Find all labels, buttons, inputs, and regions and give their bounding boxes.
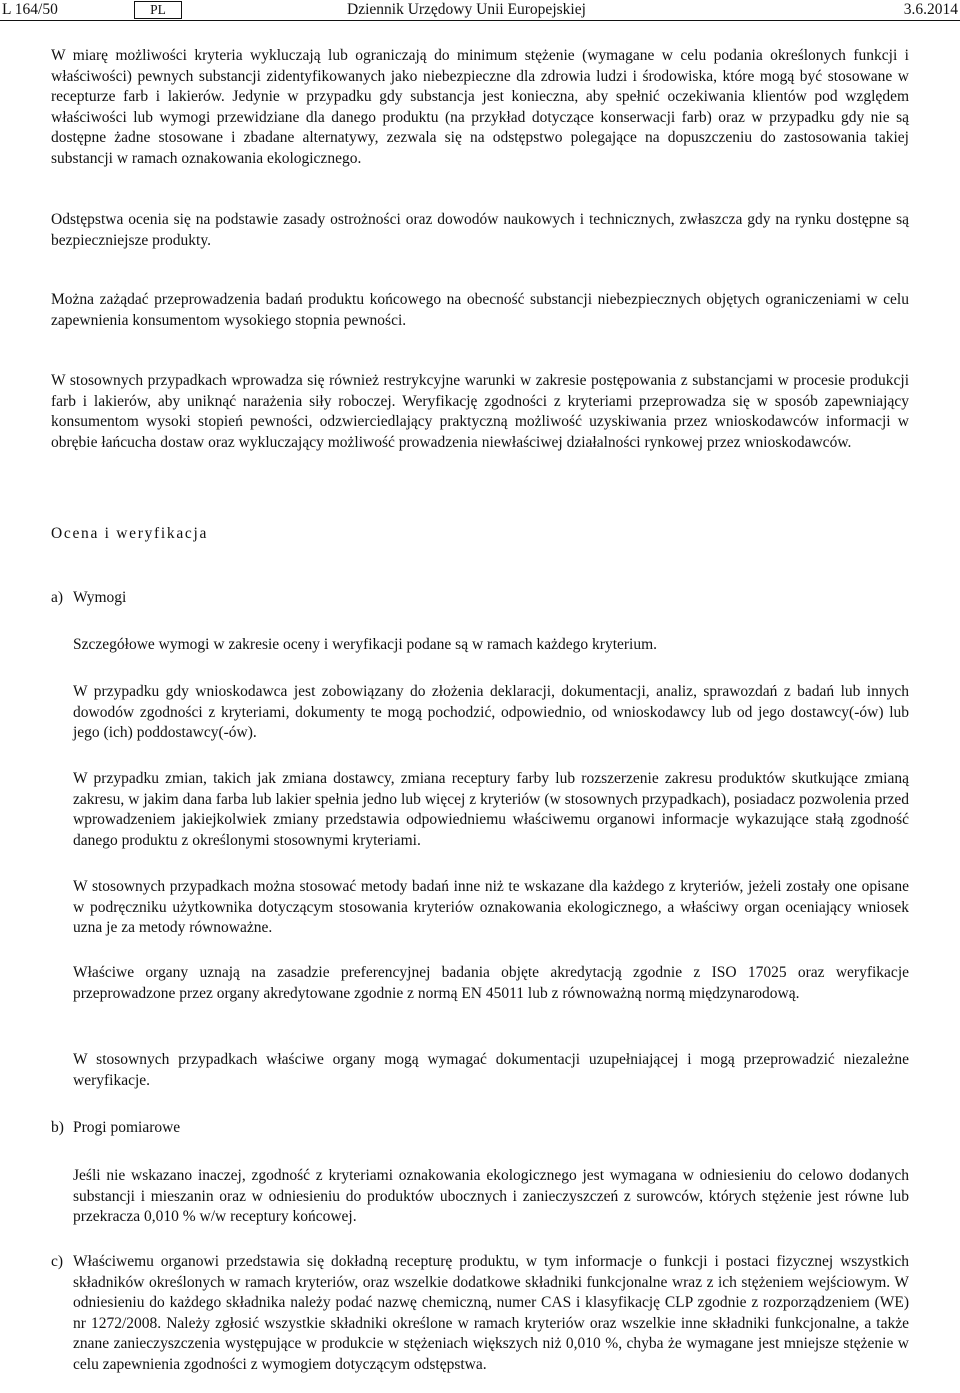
item-a-label: a) bbox=[51, 589, 64, 606]
item-a-paragraph-2: W przypadku gdy wnioskodawca jest zobowiązany do złożenia deklaracji, dokumentacji, analiz, sprawozdań z badań lub innych dowodów zgodności z kryteriami, dokumenty te mogą pochodzić, odpowiednio, od wnioskodawcy lub od jego dostawcy(-ów) lub jego (ich) poddostawcy(-ów). bbox=[73, 683, 909, 741]
item-b-label: b) bbox=[51, 1119, 64, 1136]
item-a-title: Wymogi bbox=[73, 589, 127, 606]
item-a-paragraph-4: W stosownych przypadkach można stosować metody badań inne niż te wskazane dla każdego z kryteriów, jeżeli zostały one opisane w podręczniku użytkownika dotyczącym stosowania kryteriów oznakowania ekologicznego, a właściwy organ oceniający wniosek uzna je za metody równoważne. bbox=[73, 878, 909, 936]
item-a-paragraph-1: Szczegółowe wymogi w zakresie oceny i weryfikacji podane są w ramach każdego kryterium. bbox=[73, 636, 658, 653]
section-heading: Ocena i weryfikacja bbox=[51, 525, 209, 542]
page-header bbox=[0, 0, 960, 24]
item-c-label: c) bbox=[51, 1253, 64, 1270]
item-a-paragraph-6: W stosownych przypadkach właściwe organy mogą wymagać dokumentacji uzupełniającej i mogą przeprowadzić niezależne weryfikacje. bbox=[73, 1051, 909, 1089]
paragraph-workforce: W stosownych przypadkach wprowadza się również restrykcyjne warunki w zakresie postępowania z substancjami w procesie produkcji farb i lakierów, aby uniknąć narażenia siły roboczej. Weryfikację zgodności z kryteriami przeprowadza się w sposób zapewniający konsumentom wysoki stopień pewności, odzwierciedlający praktyczną możliwość uzyskiwania przez wnioskodawców informacji w obrębie łańcucha dostaw oraz wykluczający możliwość prowadzenia niewłaściwej działalności rynkowej przez wnioskodawców. bbox=[51, 372, 909, 451]
item-c-paragraph-1: Właściwemu organowi przedstawia się dokładną recepturę produktu, w tym informacje o funkcji i postaci fizycznej wszystkich składników określonych w ramach kryteriów, oraz wszelkie dodatkowe składniki funkcjonalne wraz z ich stężeniem wejściowym. W odniesieniu do każdego składnika należy podać nazwę chemiczną, numer CAS i klasyfikację CLP zgodnie z rozporządzeniem (WE) nr 1272/2008. Należy zgłosić wszystkie składniki określone w ramach kryteriów oraz wszelkie inne składniki funkcjonalne, a także znane zanieczyszczenia występujące w produkcie w stężeniach większych niż 0,010 %, chyba że wymagane jest mniejsze stężenie w celu zapewnienia zgodności z wymogiem dotyczącym odstępstwa. bbox=[73, 1253, 909, 1373]
paragraph-derogations: Odstępstwa ocenia się na podstawie zasady ostrożności oraz dowodów naukowych i technicznych, zwłaszcza gdy na rynku dostępne są bezpieczniejsze produkty. bbox=[51, 211, 909, 249]
item-b-paragraph-1: Jeśli nie wskazano inaczej, zgodność z kryteriami oznakowania ekologicznego jest wymagana w odniesieniu do celowo dodanych substancji i mieszanin oraz w odniesieniu do produktów ubocznych i zanieczyszczeń z surowców, których stężenie jest równe lub przekracza 0,010 % w/w receptury końcowej. bbox=[73, 1167, 909, 1225]
item-a-paragraph-3: W przypadku zmian, takich jak zmiana dostawcy, zmiana receptury farby lub rozszerzenie zakresu produktów skutkujące zmianą zakresu, w jakim dana farba lub lakier spełnia jedno lub więcej z kryteriów (w stosownych przypadkach), posiadacz pozwolenia przed wprowadzeniem jakiejkolwiek zmiany przedstawia odpowiedniemu właściwemu organowi informacje wykazujące stałą zgodność danego produktu z określonymi stosownymi kryteriami. bbox=[73, 770, 909, 849]
item-b-title: Progi pomiarowe bbox=[73, 1119, 181, 1136]
journal-title: Dziennik Urzędowy Unii Europejskiej bbox=[347, 1, 586, 18]
item-a-paragraph-5: Właściwe organy uznają na zasadzie preferencyjnej badania objęte akredytacją zgodnie z ISO 17025 oraz weryfikacje przeprowadzone przez organy akredytowane zgodnie z normą EN 45011 lub z równoważną normą międzynarodową. bbox=[73, 964, 909, 1002]
paragraph-exclusion-criteria: W miarę możliwości kryteria wykluczają lub ograniczają do minimum stężenie (wymagane w celu podania określonych funkcji i właściwości) pewnych substancji zidentyfikowanych jako niebezpieczne dla zdrowia ludzi i środowiska, które mogą być stosowane w recepturze farb i lakierów. Jedynie w przypadku gdy substancja jest konieczna, aby spełnić oczekiwania klientów pod względem właściwości lub wymogi przewidziane dla danego produktu (na przykład dotyczące konserwacji farb) oraz w przypadku gdy nie są dostępne żadne stosowane i zbadane alternatywy, zezwala się na odstępstwo polegające na dopuszczeniu do zastosowania takiej substancji w ramach oznakowania ekologicznego. bbox=[51, 47, 909, 167]
paragraph-testing: Można zażądać przeprowadzenia badań produktu końcowego na obecność substancji niebezpiecznych objętych ograniczeniami w celu zapewnienia konsumentom wysokiego stopnia pewności. bbox=[51, 291, 909, 329]
publication-date: 3.6.2014 bbox=[903, 1, 958, 18]
page-reference: L 164/50 bbox=[2, 1, 58, 18]
header-rule bbox=[0, 20, 960, 21]
language-badge: PL bbox=[134, 1, 182, 19]
